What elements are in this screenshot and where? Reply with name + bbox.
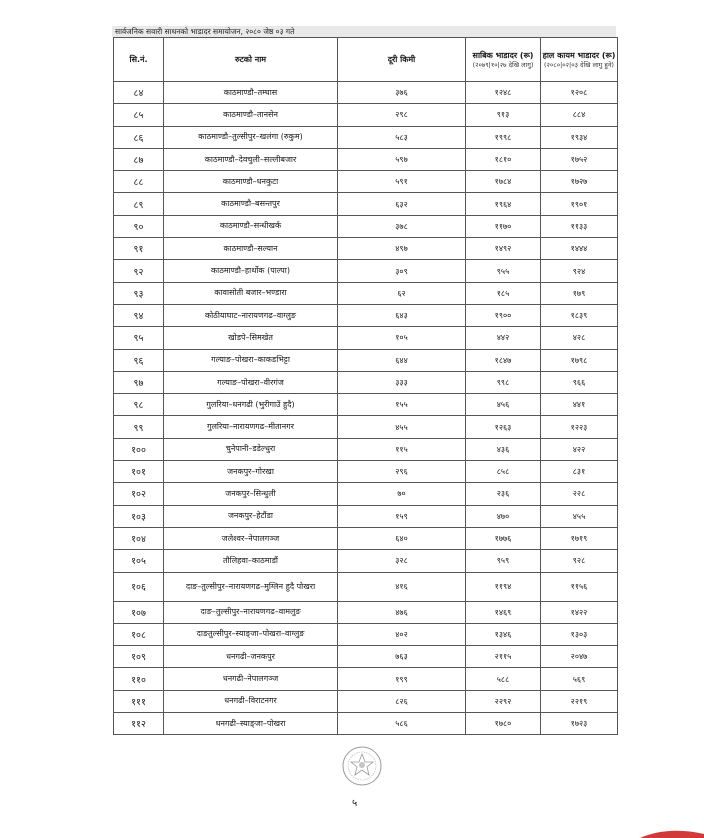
sn-cell: ८९ bbox=[114, 193, 164, 215]
distance-cell: ४९७ bbox=[338, 238, 466, 260]
table-row bbox=[114, 713, 618, 735]
new-fare-cell: १७९८ bbox=[541, 349, 618, 371]
column-header-sn: सि.नं. bbox=[114, 38, 164, 82]
sn-cell: १०७ bbox=[114, 601, 164, 623]
new-fare-cell: २२१९ bbox=[541, 690, 618, 712]
route-cell: जनकपुर–सिन्धुली bbox=[164, 483, 338, 505]
table-row bbox=[114, 690, 618, 712]
old-fare-cell: १९९८ bbox=[466, 126, 541, 148]
distance-cell: ५९७ bbox=[338, 148, 466, 170]
old-fare-cell: २२९२ bbox=[466, 690, 541, 712]
sn-cell: ९५ bbox=[114, 327, 164, 349]
new-fare-cell: ११५६ bbox=[541, 572, 618, 601]
table-row bbox=[114, 668, 618, 690]
new-fare-cell: ९६६ bbox=[541, 371, 618, 393]
old-fare-cell: ८५८ bbox=[466, 461, 541, 483]
fare-table bbox=[113, 37, 618, 735]
new-fare-cell: २०४७ bbox=[541, 646, 618, 668]
table-row bbox=[114, 550, 618, 572]
old-fare-cell: २११५ bbox=[466, 646, 541, 668]
distance-cell: ३७८ bbox=[338, 215, 466, 237]
table-row bbox=[114, 438, 618, 460]
sn-cell: ९३ bbox=[114, 282, 164, 304]
distance-cell: ६२ bbox=[338, 282, 466, 304]
sn-cell: ९६ bbox=[114, 349, 164, 371]
route-cell: जलेश्वर–नेपालगञ्ज bbox=[164, 527, 338, 549]
old-fare-cell: १९०० bbox=[466, 304, 541, 326]
sn-cell: १०२ bbox=[114, 483, 164, 505]
old-fare-note: (२०७९|१०|२७ देखि लागु) bbox=[472, 60, 534, 69]
new-fare-cell: १७९ bbox=[541, 282, 618, 304]
table-row bbox=[114, 104, 618, 126]
new-fare-cell: ११३३ bbox=[541, 215, 618, 237]
new-fare-cell: ४५५ bbox=[541, 505, 618, 527]
old-fare-cell: १२४८ bbox=[466, 82, 541, 104]
old-fare-cell: ९९८ bbox=[466, 371, 541, 393]
sn-cell: ८५ bbox=[114, 104, 164, 126]
new-fare-cell: १२२३ bbox=[541, 416, 618, 438]
old-fare-cell: ४४२ bbox=[466, 327, 541, 349]
distance-cell: ३३३ bbox=[338, 371, 466, 393]
sn-cell: १०५ bbox=[114, 550, 164, 572]
old-fare-cell: १२६३ bbox=[466, 416, 541, 438]
sn-cell: ९४ bbox=[114, 304, 164, 326]
sn-cell: ९८ bbox=[114, 394, 164, 416]
column-header-old-fare bbox=[466, 38, 541, 82]
distance-cell: ३०९ bbox=[338, 260, 466, 282]
route-cell: गल्याङ–पोखरा–वीरगंज bbox=[164, 371, 338, 393]
distance-cell: २९८ bbox=[338, 104, 466, 126]
table-row bbox=[114, 215, 618, 237]
new-fare-label: हाल कायम भाडादर (रू) bbox=[542, 50, 616, 60]
table-header-row bbox=[114, 38, 618, 82]
sn-cell: ९९ bbox=[114, 416, 164, 438]
new-fare-cell: १३०३ bbox=[541, 623, 618, 645]
table-row bbox=[114, 416, 618, 438]
old-fare-cell: ११९४ bbox=[466, 572, 541, 601]
route-cell: धनगढी–नेपालगञ्ज bbox=[164, 668, 338, 690]
distance-cell: ५८३ bbox=[338, 126, 466, 148]
table-row bbox=[114, 601, 618, 623]
route-cell: काठमाण्डौ–सन्धीखर्क bbox=[164, 215, 338, 237]
route-cell: काठमाण्डौ–सल्यान bbox=[164, 238, 338, 260]
new-fare-cell: २२८ bbox=[541, 483, 618, 505]
old-fare-cell: ९१३ bbox=[466, 104, 541, 126]
sn-cell: ८४ bbox=[114, 82, 164, 104]
route-cell: गुलरिया–धनगढी (भुरीगाउँ हुदै) bbox=[164, 394, 338, 416]
distance-cell: ६४० bbox=[338, 527, 466, 549]
old-fare-cell: २३६ bbox=[466, 483, 541, 505]
fare-table-body bbox=[114, 82, 618, 735]
sn-cell: १११ bbox=[114, 690, 164, 712]
new-fare-cell: १८३९ bbox=[541, 304, 618, 326]
sn-cell: ९१ bbox=[114, 238, 164, 260]
sn-cell: ११२ bbox=[114, 713, 164, 735]
new-fare-cell: ४२२ bbox=[541, 438, 618, 460]
distance-cell: ५८६ bbox=[338, 713, 466, 735]
old-fare-cell: १४६९ bbox=[466, 601, 541, 623]
old-fare-cell: ११७० bbox=[466, 215, 541, 237]
new-fare-cell: १४२२ bbox=[541, 601, 618, 623]
old-fare-cell: ९५९ bbox=[466, 550, 541, 572]
government-seal-icon bbox=[341, 745, 383, 787]
new-fare-cell: ९२८ bbox=[541, 550, 618, 572]
old-fare-cell: ५८८ bbox=[466, 668, 541, 690]
route-cell: धनगढी–जनकपुर bbox=[164, 646, 338, 668]
distance-cell: ८२६ bbox=[338, 690, 466, 712]
new-fare-cell: १७२७ bbox=[541, 171, 618, 193]
route-cell: काठमाण्डौ–बसन्तपुर bbox=[164, 193, 338, 215]
old-fare-cell: १४९२ bbox=[466, 238, 541, 260]
route-cell: गल्याङ–पोखरा–काकडभिट्टा bbox=[164, 349, 338, 371]
sn-cell: ८७ bbox=[114, 148, 164, 170]
new-fare-cell: ५६९ bbox=[541, 668, 618, 690]
document-caption: सार्वजनिक सवारी साधनको भाडादर समायोजन, २०८० जेष्ठ ०३ गते bbox=[112, 26, 616, 37]
distance-cell: २९६ bbox=[338, 461, 466, 483]
route-cell: चुनेपानी–डडेल्धुरा bbox=[164, 438, 338, 460]
distance-cell: ३२८ bbox=[338, 550, 466, 572]
distance-cell: ७० bbox=[338, 483, 466, 505]
distance-cell: ६४३ bbox=[338, 304, 466, 326]
new-fare-cell: ८८४ bbox=[541, 104, 618, 126]
route-cell: जनकपुर–हेटौंडा bbox=[164, 505, 338, 527]
old-fare-cell: १८४७ bbox=[466, 349, 541, 371]
route-cell: धनगढी–स्याङ्जा–पोखरा bbox=[164, 713, 338, 735]
table-row bbox=[114, 238, 618, 260]
old-fare-label: साबिक भाडादर (रू) bbox=[472, 50, 534, 60]
route-cell: कोठीयाघाट–नारायणगढ–वाग्लुङ bbox=[164, 304, 338, 326]
distance-cell: १९९ bbox=[338, 668, 466, 690]
sn-cell: १०३ bbox=[114, 505, 164, 527]
distance-cell: ४१६ bbox=[338, 572, 466, 601]
old-fare-cell: १७८४ bbox=[466, 171, 541, 193]
new-fare-cell: १७१९ bbox=[541, 527, 618, 549]
sn-cell: १०९ bbox=[114, 646, 164, 668]
new-fare-cell: १४४४ bbox=[541, 238, 618, 260]
column-header-new-fare bbox=[541, 38, 618, 82]
route-cell: काठमाण्डौ–तम्घास bbox=[164, 82, 338, 104]
new-fare-cell: ८३१ bbox=[541, 461, 618, 483]
route-cell: खोडपे–सिमखेत bbox=[164, 327, 338, 349]
distance-cell: १५५ bbox=[338, 394, 466, 416]
table-row bbox=[114, 282, 618, 304]
table-row bbox=[114, 82, 618, 104]
table-row bbox=[114, 327, 618, 349]
old-fare-cell: १८१० bbox=[466, 148, 541, 170]
new-fare-cell: ९२४ bbox=[541, 260, 618, 282]
table-row bbox=[114, 349, 618, 371]
table-row bbox=[114, 394, 618, 416]
distance-cell: ६३२ bbox=[338, 193, 466, 215]
sn-cell: १०१ bbox=[114, 461, 164, 483]
distance-cell: ४७६ bbox=[338, 601, 466, 623]
new-fare-cell: १७५२ bbox=[541, 148, 618, 170]
new-fare-cell: ४२८ bbox=[541, 327, 618, 349]
distance-cell: ६४४ bbox=[338, 349, 466, 371]
table-row bbox=[114, 304, 618, 326]
table-row bbox=[114, 171, 618, 193]
distance-cell: ३७६ bbox=[338, 82, 466, 104]
sn-cell: ९० bbox=[114, 215, 164, 237]
table-row bbox=[114, 260, 618, 282]
corner-mark bbox=[632, 830, 704, 838]
new-fare-cell: १७२३ bbox=[541, 713, 618, 735]
column-header-route: रुटको नाम bbox=[164, 38, 338, 82]
route-cell: तौलिहवा–काठमाडौं bbox=[164, 550, 338, 572]
distance-cell: ४०२ bbox=[338, 623, 466, 645]
old-fare-cell: १७८० bbox=[466, 713, 541, 735]
table-row bbox=[114, 483, 618, 505]
old-fare-cell: ४७० bbox=[466, 505, 541, 527]
sn-cell: १०४ bbox=[114, 527, 164, 549]
new-fare-note: (२०८०|०२|०३ देखि लागु हुने) bbox=[544, 60, 614, 69]
route-cell: काठमाण्डौ–हार्थोक (पाल्पा) bbox=[164, 260, 338, 282]
route-cell: जनकपुर–गोरखा bbox=[164, 461, 338, 483]
distance-cell: १०५ bbox=[338, 327, 466, 349]
route-cell: काठमाण्डौ–धनकुटा bbox=[164, 171, 338, 193]
route-cell: काठमाण्डौ–तुल्सीपुर–खलंगा (रुकुम) bbox=[164, 126, 338, 148]
table-row bbox=[114, 572, 618, 601]
route-cell: दाङतुल्सीपुर–स्याङ्जा–पोखरा–वाग्लुङ bbox=[164, 623, 338, 645]
sn-cell: ८८ bbox=[114, 171, 164, 193]
old-fare-cell: ४३६ bbox=[466, 438, 541, 460]
table-row bbox=[114, 371, 618, 393]
sn-cell: ११० bbox=[114, 668, 164, 690]
column-header-distance: दूरी किमी bbox=[338, 38, 466, 82]
old-fare-cell: १३४६ bbox=[466, 623, 541, 645]
route-cell: गुलरिया–नारायणगढ–मीतानगर bbox=[164, 416, 338, 438]
table-row bbox=[114, 193, 618, 215]
distance-cell: १५९ bbox=[338, 505, 466, 527]
table-row bbox=[114, 126, 618, 148]
table-row bbox=[114, 505, 618, 527]
new-fare-cell: १९३४ bbox=[541, 126, 618, 148]
table-row bbox=[114, 646, 618, 668]
page-number: ५ bbox=[352, 798, 358, 809]
old-fare-cell: १८५ bbox=[466, 282, 541, 304]
old-fare-cell: ९५५ bbox=[466, 260, 541, 282]
sn-cell: ८६ bbox=[114, 126, 164, 148]
route-cell: काठमाण्डौ–देवचुली–सल्लीबजार bbox=[164, 148, 338, 170]
route-cell: दाङ–तुल्सीपुर–नारायणगढ–मुग्लिन हुदै पोखरा bbox=[164, 572, 338, 601]
table-row bbox=[114, 527, 618, 549]
new-fare-cell: ४४१ bbox=[541, 394, 618, 416]
route-cell: काठमाण्डौ–तानसेन bbox=[164, 104, 338, 126]
distance-cell: ७६३ bbox=[338, 646, 466, 668]
new-fare-cell: १२०८ bbox=[541, 82, 618, 104]
distance-cell: ४५५ bbox=[338, 416, 466, 438]
sn-cell: १०६ bbox=[114, 572, 164, 601]
old-fare-cell: १७७६ bbox=[466, 527, 541, 549]
sn-cell: १०८ bbox=[114, 623, 164, 645]
route-cell: कावासोती बजार–भण्डारा bbox=[164, 282, 338, 304]
route-cell: दाङ–तुल्सीपुर–नारायणगढ–वामलुङ bbox=[164, 601, 338, 623]
distance-cell: ५९१ bbox=[338, 171, 466, 193]
distance-cell: ११५ bbox=[338, 438, 466, 460]
old-fare-cell: १९६४ bbox=[466, 193, 541, 215]
route-cell: धनगढी–विराटनगर bbox=[164, 690, 338, 712]
table-row bbox=[114, 623, 618, 645]
sn-cell: १०० bbox=[114, 438, 164, 460]
sn-cell: ९७ bbox=[114, 371, 164, 393]
new-fare-cell: १९०१ bbox=[541, 193, 618, 215]
table-row bbox=[114, 461, 618, 483]
sn-cell: ९२ bbox=[114, 260, 164, 282]
old-fare-cell: ४५६ bbox=[466, 394, 541, 416]
table-row bbox=[114, 148, 618, 170]
